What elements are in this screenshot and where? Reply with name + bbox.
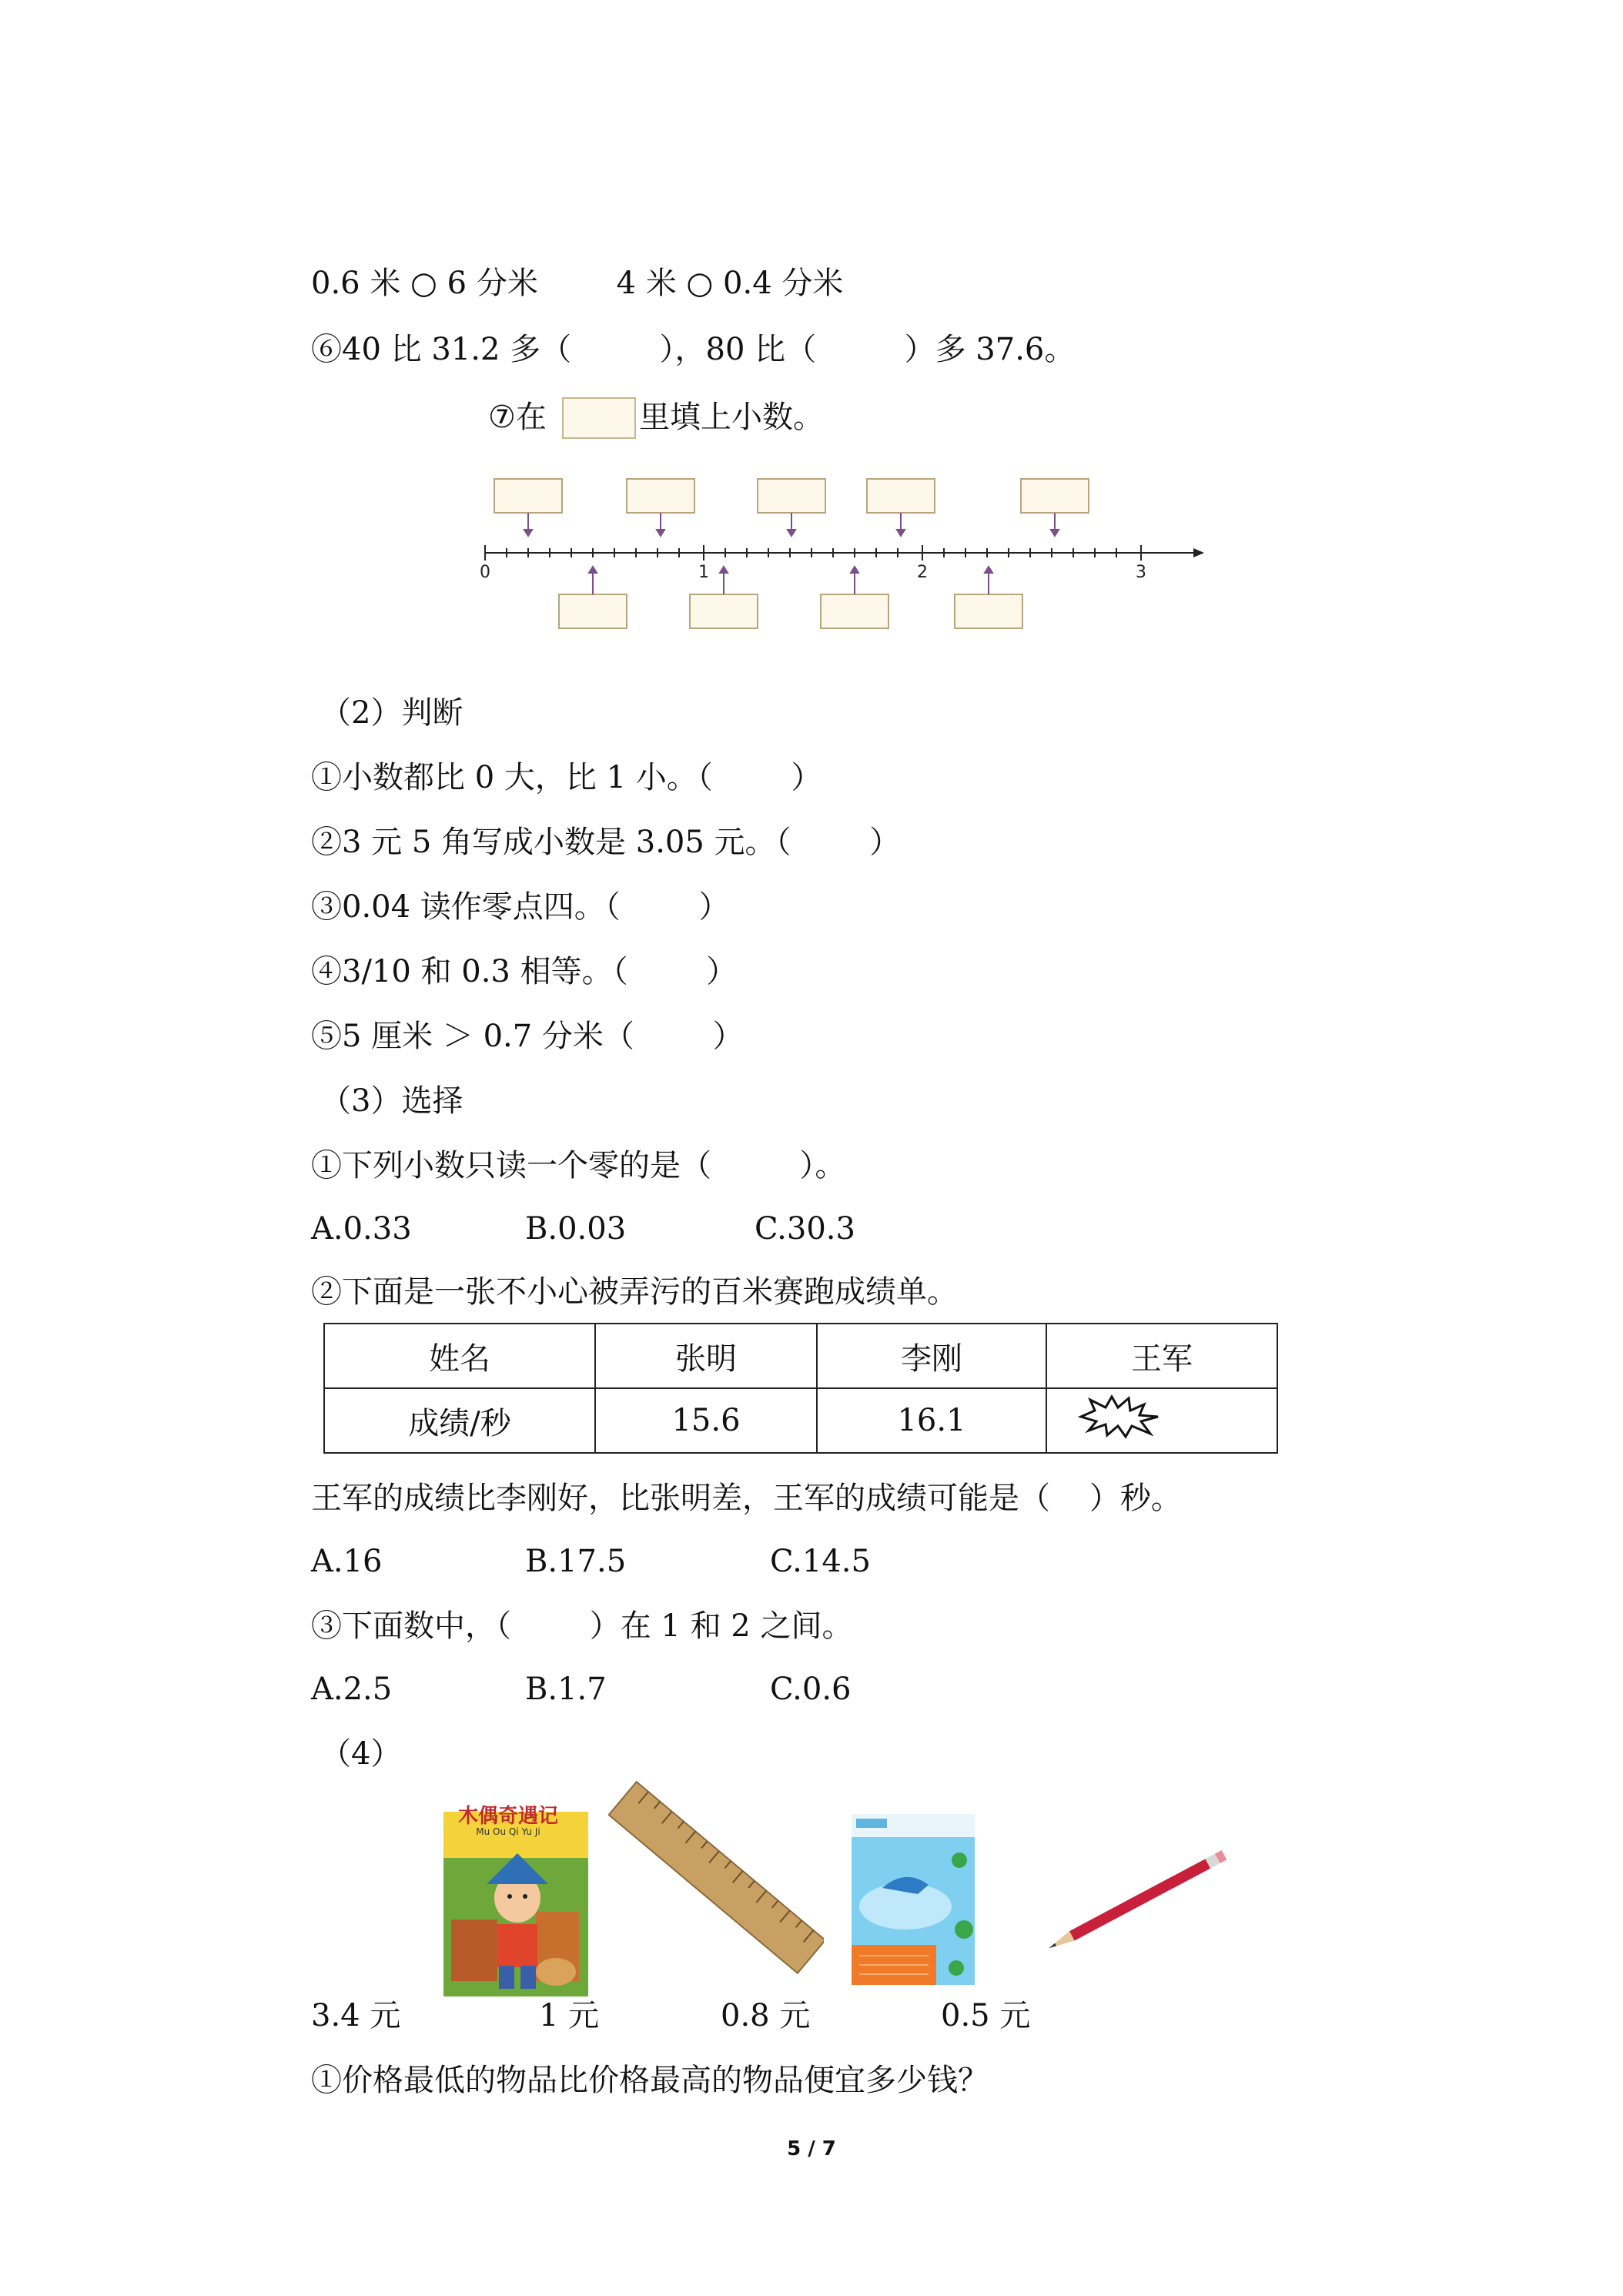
q3-option-b: B.1.7 [525,1672,607,1707]
tick-label-0: 0 [480,563,490,582]
answer-box [821,594,888,628]
table-cell: 15.6 [595,1388,817,1453]
part4-heading: （4） [320,1736,402,1772]
book-subtitle: Mu Ou Qi Yu Ji [476,1826,540,1837]
smudge-splat-icon [1078,1394,1163,1440]
judge-item-5: ⑤5 厘米 ＞ 0.7 分米（ ） [311,1019,744,1054]
compare-line: 0.6 米 ○ 6 分米 4 米 ○ 0.4 分米 [311,266,844,301]
pencil-icon [1032,1832,1255,1963]
q2-option-a: A.16 [311,1544,383,1579]
table-row [324,1324,1277,1388]
answer-box [758,479,825,513]
prompt-box [562,397,636,439]
judge-item-3: ③0.04 读作零点四。（ ） [311,889,730,925]
choose-q2: ②下面是一张不小心被弄污的百米赛跑成绩单。 [311,1274,958,1310]
answer-box [1021,479,1089,513]
score-table [323,1323,1278,1454]
storybook-cover-icon [443,1812,588,1996]
choose-q3: ③下面数中，（ ）在 1 和 2 之间。 [311,1608,853,1644]
judge-heading: （2）判断 [320,695,463,731]
judge-item-4: ④3/10 和 0.3 相等。（ ） [311,954,738,989]
answer-box [955,594,1022,628]
q3-option-a: A.2.5 [311,1672,393,1707]
judge-item-1: ①小数都比 0 大，比 1 小。（ ） [311,760,822,795]
answer-box [690,594,758,628]
book-title: 木偶奇遇记 [457,1805,558,1828]
tick-label-2: 2 [917,563,928,582]
numberline-prompt-after: 里填上小数。 [639,400,824,435]
page-number: 5 / 7 [787,2137,836,2160]
q2-option-c: C.14.5 [770,1544,871,1579]
choose-q1: ①下列小数只读一个零的是（ ）。 [311,1148,846,1183]
price-ruler: 1 元 [539,1998,600,2033]
part4-question-1: ①价格最低的物品比价格最高的物品便宜多少钱？ [311,2063,989,2098]
table-cell: 16.1 [817,1388,1046,1453]
smudge-cell [1046,1388,1277,1453]
table-cell: 李刚 [817,1324,1046,1388]
price-pencil: 0.5 元 [941,1998,1031,2033]
table-cell: 张明 [595,1324,817,1388]
number-line-diagram [462,462,1216,647]
table-cell: 成绩/秒 [324,1388,595,1453]
table-row [324,1388,1277,1453]
choose-q2-follow: 王军的成绩比李刚好，比张明差，王军的成绩可能是（ ）秒。 [311,1481,1182,1516]
ruler-icon [608,1779,824,1979]
tick-label-1: 1 [698,563,709,582]
price-notebook: 0.8 元 [721,1998,811,2033]
answer-box [559,594,627,628]
q1-option-a: A.0.33 [311,1211,412,1247]
table-cell: 王军 [1046,1324,1277,1388]
q1-option-b: B.0.03 [525,1211,627,1247]
choose-heading: （3）选择 [320,1083,463,1119]
q3-option-c: C.0.6 [770,1672,852,1707]
notebook-icon [852,1814,975,1985]
storybook-image [436,1797,581,1982]
table-cell: 姓名 [324,1324,595,1388]
price-book: 3.4 元 [311,1998,401,2033]
judge-item-2: ②3 元 5 角写成小数是 3.05 元。（ ） [311,825,901,860]
q1-option-c: C.30.3 [755,1211,855,1247]
question-6: ⑥40 比 31.2 多（ ），80 比（ ）多 37.6。 [311,332,1076,367]
q2-option-b: B.17.5 [525,1544,627,1579]
answer-box [494,479,562,513]
numberline-prompt-before: ⑦在 [488,400,547,435]
tick-label-3: 3 [1136,563,1146,582]
answer-box [867,479,935,513]
answer-box [627,479,694,513]
